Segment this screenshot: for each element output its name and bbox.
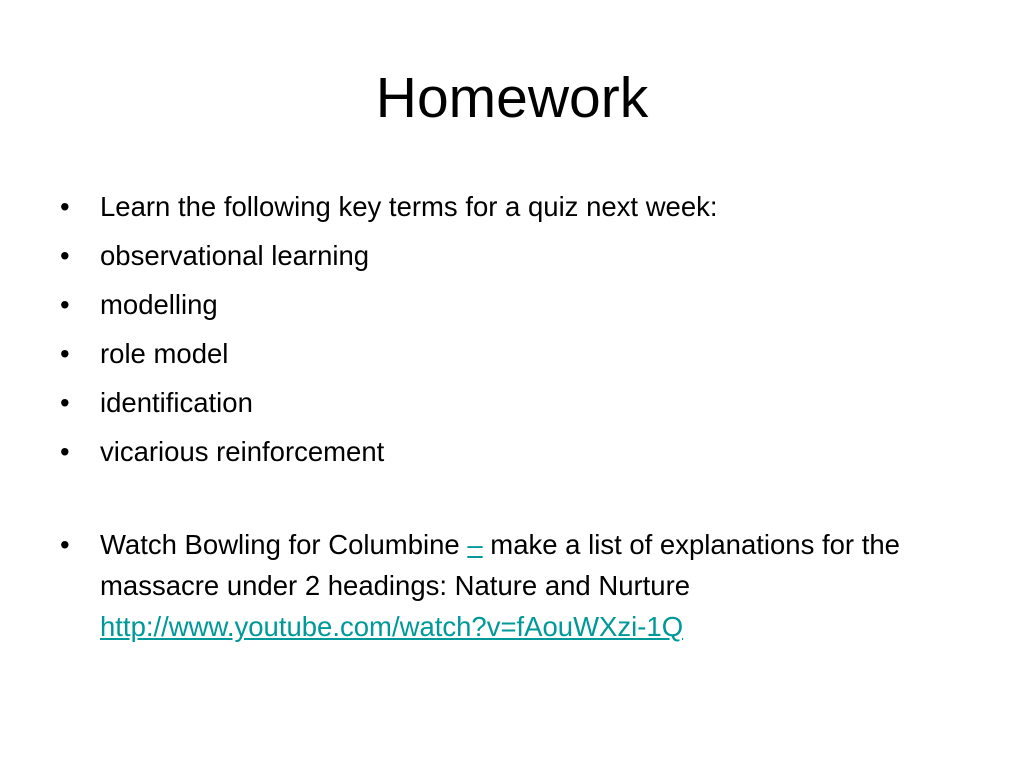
assignment-text-before: Watch Bowling for Columbine: [100, 529, 468, 560]
list-item-text: Learn the following key terms for a quiz next week:: [100, 191, 718, 222]
bullet-icon: •: [60, 338, 70, 369]
slide-title: Homework: [375, 66, 649, 130]
bullet-icon: •: [60, 436, 70, 467]
list-item: [56, 333, 976, 374]
list-item-text: role model: [100, 338, 229, 369]
list-item: [56, 235, 976, 276]
bullet-list: [56, 186, 976, 655]
bullet-icon: •: [60, 191, 70, 222]
bullet-icon: •: [60, 289, 70, 320]
list-item-text: modelling: [100, 289, 218, 320]
assignment-text-after: make a list of explanations for the massacre under 2 headings: Nature and Nurture: [100, 529, 900, 601]
bullet-icon: •: [60, 387, 70, 418]
bullet-icon: •: [60, 240, 70, 271]
list-item: [56, 431, 976, 472]
list-item-text: identification: [100, 387, 253, 418]
dash-link[interactable]: –: [467, 529, 483, 560]
youtube-link[interactable]: http://www.youtube.com/watch?v=fAouWXzi-1Q: [100, 611, 684, 642]
list-item: [56, 186, 976, 227]
list-item: [56, 284, 976, 325]
list-item: [56, 382, 976, 423]
list-item-assignment: [56, 524, 976, 647]
list-item-text: observational learning: [100, 240, 370, 271]
bullet-icon: •: [60, 529, 70, 560]
list-item-text: vicarious reinforcement: [100, 436, 385, 467]
